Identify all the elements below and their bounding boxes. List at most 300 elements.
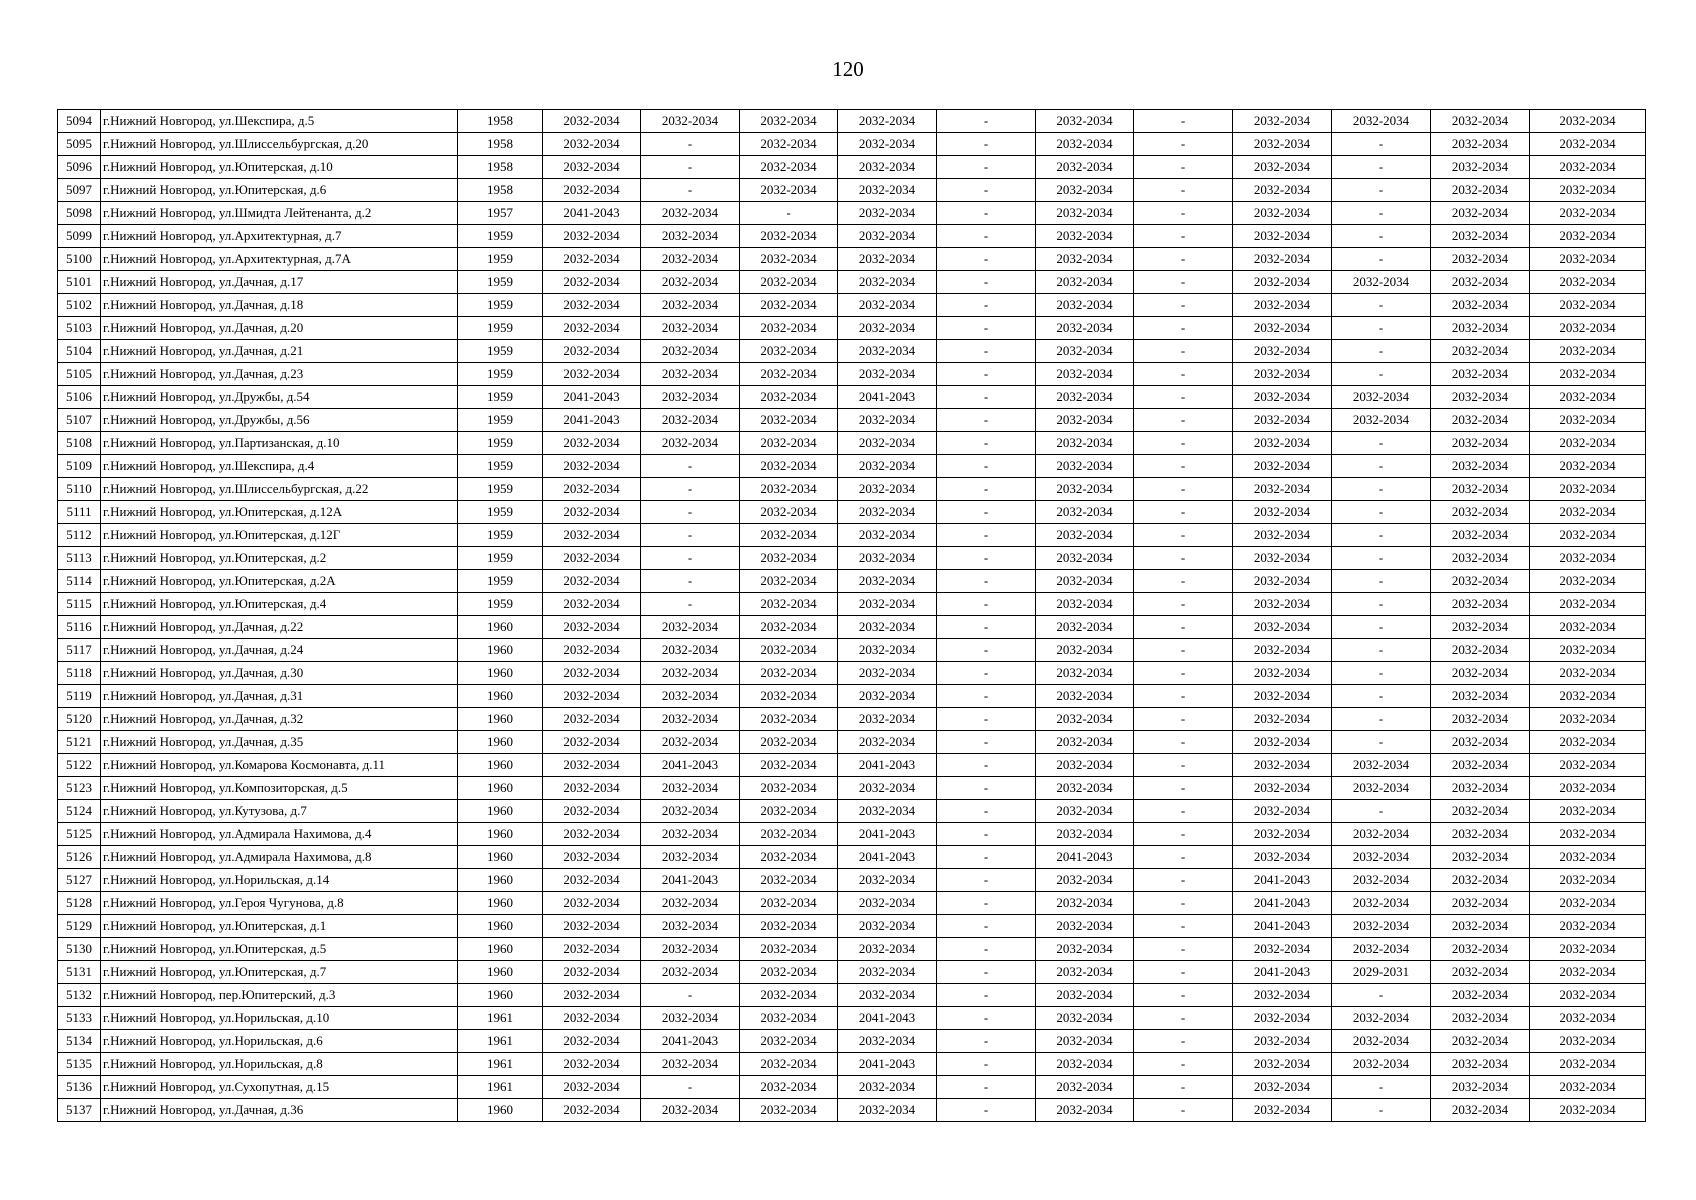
period-cell-11: 2032-2034	[1530, 616, 1646, 639]
period-cell-8: 2032-2034	[1233, 547, 1332, 570]
period-cell-6: 2032-2034	[1036, 547, 1134, 570]
period-cell-7: -	[1134, 800, 1233, 823]
table-row	[58, 777, 1646, 800]
period-cell-11: 2032-2034	[1530, 110, 1646, 133]
period-cell-4: 2032-2034	[838, 708, 937, 731]
period-cell-2: -	[641, 984, 740, 1007]
period-cell-10: 2032-2034	[1431, 455, 1530, 478]
address-cell: г.Нижний Новгород, ул.Дачная, д.23	[101, 363, 458, 386]
period-cell-1: 2032-2034	[543, 1007, 641, 1030]
address-cell: г.Нижний Новгород, ул.Шмидта Лейтенанта, д.2	[101, 202, 458, 225]
period-cell-8: 2032-2034	[1233, 179, 1332, 202]
row-number-cell: 5100	[58, 248, 101, 271]
period-cell-5: -	[937, 156, 1036, 179]
period-cell-4: 2032-2034	[838, 524, 937, 547]
period-cell-5: -	[937, 639, 1036, 662]
period-cell-9: -	[1332, 616, 1431, 639]
period-cell-3: 2032-2034	[740, 800, 838, 823]
year-cell: 1960	[458, 915, 543, 938]
period-cell-9: 2032-2034	[1332, 823, 1431, 846]
period-cell-8: 2032-2034	[1233, 271, 1332, 294]
period-cell-11: 2032-2034	[1530, 800, 1646, 823]
period-cell-5: -	[937, 133, 1036, 156]
period-cell-8: 2041-2043	[1233, 915, 1332, 938]
period-cell-4: 2032-2034	[838, 317, 937, 340]
period-cell-2: -	[641, 179, 740, 202]
period-cell-6: 2032-2034	[1036, 133, 1134, 156]
period-cell-8: 2032-2034	[1233, 938, 1332, 961]
period-cell-6: 2032-2034	[1036, 892, 1134, 915]
period-cell-2: 2032-2034	[641, 846, 740, 869]
year-cell: 1959	[458, 501, 543, 524]
period-cell-10: 2032-2034	[1431, 501, 1530, 524]
period-cell-4: 2032-2034	[838, 616, 937, 639]
period-cell-11: 2032-2034	[1530, 846, 1646, 869]
table-row	[58, 961, 1646, 984]
period-cell-10: 2032-2034	[1431, 110, 1530, 133]
table-row	[58, 800, 1646, 823]
period-cell-4: 2032-2034	[838, 478, 937, 501]
period-cell-2: -	[641, 593, 740, 616]
period-cell-11: 2032-2034	[1530, 984, 1646, 1007]
table-row	[58, 1030, 1646, 1053]
address-cell: г.Нижний Новгород, ул.Норильская, д.10	[101, 1007, 458, 1030]
period-cell-10: 2032-2034	[1431, 800, 1530, 823]
period-cell-3: 2032-2034	[740, 639, 838, 662]
table-row	[58, 294, 1646, 317]
table-row	[58, 1053, 1646, 1076]
period-cell-7: -	[1134, 133, 1233, 156]
period-cell-2: 2032-2034	[641, 202, 740, 225]
period-cell-7: -	[1134, 501, 1233, 524]
year-cell: 1960	[458, 777, 543, 800]
table-row	[58, 271, 1646, 294]
row-number-cell: 5105	[58, 363, 101, 386]
year-cell: 1958	[458, 179, 543, 202]
period-cell-7: -	[1134, 892, 1233, 915]
period-cell-10: 2032-2034	[1431, 225, 1530, 248]
period-cell-3: 2032-2034	[740, 455, 838, 478]
period-cell-2: -	[641, 547, 740, 570]
address-cell: г.Нижний Новгород, ул.Шлиссельбургская, д.22	[101, 478, 458, 501]
year-cell: 1959	[458, 386, 543, 409]
period-cell-6: 2032-2034	[1036, 225, 1134, 248]
period-cell-6: 2041-2043	[1036, 846, 1134, 869]
period-cell-6: 2032-2034	[1036, 1053, 1134, 1076]
period-cell-6: 2032-2034	[1036, 432, 1134, 455]
period-cell-7: -	[1134, 777, 1233, 800]
period-cell-9: 2032-2034	[1332, 754, 1431, 777]
period-cell-11: 2032-2034	[1530, 731, 1646, 754]
row-number-cell: 5132	[58, 984, 101, 1007]
period-cell-4: 2032-2034	[838, 1099, 937, 1122]
period-cell-2: -	[641, 1076, 740, 1099]
period-cell-10: 2032-2034	[1431, 846, 1530, 869]
period-cell-7: -	[1134, 1076, 1233, 1099]
period-cell-8: 2032-2034	[1233, 800, 1332, 823]
table-row	[58, 547, 1646, 570]
period-cell-2: -	[641, 478, 740, 501]
period-cell-10: 2032-2034	[1431, 869, 1530, 892]
period-cell-9: 2032-2034	[1332, 869, 1431, 892]
period-cell-1: 2041-2043	[543, 386, 641, 409]
period-cell-1: 2032-2034	[543, 317, 641, 340]
period-cell-6: 2032-2034	[1036, 202, 1134, 225]
period-cell-11: 2032-2034	[1530, 294, 1646, 317]
table-row	[58, 156, 1646, 179]
address-cell: г.Нижний Новгород, ул.Дачная, д.24	[101, 639, 458, 662]
period-cell-3: 2032-2034	[740, 340, 838, 363]
period-cell-11: 2032-2034	[1530, 777, 1646, 800]
period-cell-1: 2032-2034	[543, 432, 641, 455]
period-cell-1: 2032-2034	[543, 846, 641, 869]
period-cell-7: -	[1134, 708, 1233, 731]
period-cell-2: 2032-2034	[641, 271, 740, 294]
row-number-cell: 5113	[58, 547, 101, 570]
period-cell-11: 2032-2034	[1530, 685, 1646, 708]
period-cell-8: 2032-2034	[1233, 110, 1332, 133]
period-cell-4: 2032-2034	[838, 271, 937, 294]
period-cell-4: 2032-2034	[838, 1030, 937, 1053]
table-row	[58, 892, 1646, 915]
period-cell-10: 2032-2034	[1431, 547, 1530, 570]
row-number-cell: 5112	[58, 524, 101, 547]
period-cell-1: 2032-2034	[543, 869, 641, 892]
period-cell-4: 2032-2034	[838, 639, 937, 662]
period-cell-11: 2032-2034	[1530, 271, 1646, 294]
period-cell-10: 2032-2034	[1431, 754, 1530, 777]
period-cell-1: 2032-2034	[543, 133, 641, 156]
period-cell-4: 2032-2034	[838, 869, 937, 892]
period-cell-11: 2032-2034	[1530, 432, 1646, 455]
period-cell-7: -	[1134, 915, 1233, 938]
address-cell: г.Нижний Новгород, ул.Дружбы, д.54	[101, 386, 458, 409]
period-cell-8: 2032-2034	[1233, 225, 1332, 248]
period-cell-7: -	[1134, 386, 1233, 409]
period-cell-9: -	[1332, 570, 1431, 593]
period-cell-6: 2032-2034	[1036, 662, 1134, 685]
period-cell-9: -	[1332, 731, 1431, 754]
period-cell-5: -	[937, 271, 1036, 294]
row-number-cell: 5137	[58, 1099, 101, 1122]
period-cell-1: 2032-2034	[543, 616, 641, 639]
period-cell-6: 2032-2034	[1036, 294, 1134, 317]
period-cell-5: -	[937, 432, 1036, 455]
period-cell-9: -	[1332, 685, 1431, 708]
year-cell: 1959	[458, 524, 543, 547]
period-cell-3: 2032-2034	[740, 248, 838, 271]
period-cell-4: 2032-2034	[838, 432, 937, 455]
row-number-cell: 5114	[58, 570, 101, 593]
period-cell-8: 2032-2034	[1233, 156, 1332, 179]
period-cell-1: 2032-2034	[543, 524, 641, 547]
period-cell-2: -	[641, 501, 740, 524]
table-row	[58, 478, 1646, 501]
table-row	[58, 731, 1646, 754]
period-cell-4: 2032-2034	[838, 547, 937, 570]
period-cell-3: 2032-2034	[740, 685, 838, 708]
period-cell-6: 2032-2034	[1036, 915, 1134, 938]
period-cell-7: -	[1134, 685, 1233, 708]
period-cell-6: 2032-2034	[1036, 110, 1134, 133]
table-row	[58, 915, 1646, 938]
period-cell-1: 2032-2034	[543, 248, 641, 271]
period-cell-1: 2032-2034	[543, 823, 641, 846]
period-cell-5: -	[937, 202, 1036, 225]
period-cell-3: 2032-2034	[740, 984, 838, 1007]
row-number-cell: 5108	[58, 432, 101, 455]
period-cell-1: 2032-2034	[543, 1099, 641, 1122]
period-cell-10: 2032-2034	[1431, 248, 1530, 271]
address-cell: г.Нижний Новгород, ул.Дачная, д.31	[101, 685, 458, 708]
period-cell-11: 2032-2034	[1530, 892, 1646, 915]
period-cell-1: 2041-2043	[543, 409, 641, 432]
period-cell-4: 2032-2034	[838, 248, 937, 271]
row-number-cell: 5129	[58, 915, 101, 938]
period-cell-6: 2032-2034	[1036, 708, 1134, 731]
period-cell-6: 2032-2034	[1036, 777, 1134, 800]
period-cell-9: 2032-2034	[1332, 1053, 1431, 1076]
period-cell-3: 2032-2034	[740, 432, 838, 455]
period-cell-1: 2032-2034	[543, 478, 641, 501]
period-cell-7: -	[1134, 1030, 1233, 1053]
period-cell-10: 2032-2034	[1431, 984, 1530, 1007]
period-cell-4: 2032-2034	[838, 662, 937, 685]
row-number-cell: 5103	[58, 317, 101, 340]
period-cell-2: 2032-2034	[641, 800, 740, 823]
period-cell-8: 2032-2034	[1233, 1053, 1332, 1076]
period-cell-8: 2032-2034	[1233, 823, 1332, 846]
period-cell-3: 2032-2034	[740, 547, 838, 570]
period-cell-9: -	[1332, 1076, 1431, 1099]
table-row	[58, 524, 1646, 547]
year-cell: 1958	[458, 110, 543, 133]
row-number-cell: 5109	[58, 455, 101, 478]
address-cell: г.Нижний Новгород, ул.Партизанская, д.10	[101, 432, 458, 455]
row-number-cell: 5116	[58, 616, 101, 639]
period-cell-2: 2032-2034	[641, 317, 740, 340]
period-cell-8: 2032-2034	[1233, 1007, 1332, 1030]
period-cell-8: 2032-2034	[1233, 248, 1332, 271]
period-cell-7: -	[1134, 961, 1233, 984]
period-cell-7: -	[1134, 662, 1233, 685]
period-cell-10: 2032-2034	[1431, 432, 1530, 455]
period-cell-6: 2032-2034	[1036, 524, 1134, 547]
period-cell-1: 2032-2034	[543, 455, 641, 478]
period-cell-7: -	[1134, 823, 1233, 846]
period-cell-6: 2032-2034	[1036, 731, 1134, 754]
period-cell-10: 2032-2034	[1431, 294, 1530, 317]
period-cell-7: -	[1134, 294, 1233, 317]
table-row	[58, 409, 1646, 432]
period-cell-3: 2032-2034	[740, 1007, 838, 1030]
period-cell-3: 2032-2034	[740, 777, 838, 800]
period-cell-3: 2032-2034	[740, 708, 838, 731]
period-cell-6: 2032-2034	[1036, 639, 1134, 662]
period-cell-2: 2032-2034	[641, 409, 740, 432]
period-cell-2: 2041-2043	[641, 1030, 740, 1053]
year-cell: 1960	[458, 708, 543, 731]
period-cell-11: 2032-2034	[1530, 478, 1646, 501]
address-cell: г.Нижний Новгород, ул.Кутузова, д.7	[101, 800, 458, 823]
period-cell-10: 2032-2034	[1431, 179, 1530, 202]
period-cell-3: 2032-2034	[740, 156, 838, 179]
period-cell-6: 2032-2034	[1036, 271, 1134, 294]
table-row	[58, 317, 1646, 340]
row-number-cell: 5097	[58, 179, 101, 202]
period-cell-9: 2032-2034	[1332, 110, 1431, 133]
period-cell-6: 2032-2034	[1036, 340, 1134, 363]
period-cell-8: 2041-2043	[1233, 961, 1332, 984]
row-number-cell: 5099	[58, 225, 101, 248]
table-row	[58, 616, 1646, 639]
period-cell-11: 2032-2034	[1530, 547, 1646, 570]
period-cell-8: 2041-2043	[1233, 869, 1332, 892]
address-cell: г.Нижний Новгород, ул.Юпитерская, д.2А	[101, 570, 458, 593]
period-cell-4: 2032-2034	[838, 179, 937, 202]
period-cell-4: 2032-2034	[838, 892, 937, 915]
period-cell-2: 2032-2034	[641, 708, 740, 731]
period-cell-10: 2032-2034	[1431, 938, 1530, 961]
period-cell-3: 2032-2034	[740, 616, 838, 639]
period-cell-8: 2032-2034	[1233, 202, 1332, 225]
period-cell-5: -	[937, 363, 1036, 386]
period-cell-8: 2032-2034	[1233, 731, 1332, 754]
row-number-cell: 5096	[58, 156, 101, 179]
table-row	[58, 754, 1646, 777]
period-cell-1: 2032-2034	[543, 938, 641, 961]
period-cell-8: 2032-2034	[1233, 432, 1332, 455]
row-number-cell: 5118	[58, 662, 101, 685]
period-cell-3: 2032-2034	[740, 846, 838, 869]
year-cell: 1960	[458, 1099, 543, 1122]
address-cell: г.Нижний Новгород, ул.Героя Чугунова, д.8	[101, 892, 458, 915]
address-cell: г.Нижний Новгород, ул.Шлиссельбургская, д.20	[101, 133, 458, 156]
period-cell-9: -	[1332, 363, 1431, 386]
table-row	[58, 386, 1646, 409]
period-cell-1: 2032-2034	[543, 708, 641, 731]
address-cell: г.Нижний Новгород, ул.Дачная, д.18	[101, 294, 458, 317]
period-cell-10: 2032-2034	[1431, 478, 1530, 501]
period-cell-2: -	[641, 156, 740, 179]
period-cell-11: 2032-2034	[1530, 938, 1646, 961]
period-cell-2: 2041-2043	[641, 754, 740, 777]
period-cell-10: 2032-2034	[1431, 823, 1530, 846]
period-cell-10: 2032-2034	[1431, 202, 1530, 225]
row-number-cell: 5128	[58, 892, 101, 915]
period-cell-9: 2032-2034	[1332, 915, 1431, 938]
address-cell: г.Нижний Новгород, ул.Юпитерская, д.5	[101, 938, 458, 961]
period-cell-8: 2032-2034	[1233, 409, 1332, 432]
period-cell-4: 2032-2034	[838, 777, 937, 800]
period-cell-2: -	[641, 133, 740, 156]
address-cell: г.Нижний Новгород, ул.Дачная, д.32	[101, 708, 458, 731]
period-cell-1: 2032-2034	[543, 225, 641, 248]
period-cell-7: -	[1134, 478, 1233, 501]
period-cell-3: 2032-2034	[740, 363, 838, 386]
address-cell: г.Нижний Новгород, ул.Комарова Космонавта, д.11	[101, 754, 458, 777]
period-cell-5: -	[937, 179, 1036, 202]
year-cell: 1960	[458, 731, 543, 754]
period-cell-7: -	[1134, 317, 1233, 340]
period-cell-6: 2032-2034	[1036, 685, 1134, 708]
period-cell-11: 2032-2034	[1530, 1053, 1646, 1076]
period-cell-1: 2032-2034	[543, 662, 641, 685]
period-cell-6: 2032-2034	[1036, 248, 1134, 271]
period-cell-5: -	[937, 938, 1036, 961]
period-cell-7: -	[1134, 363, 1233, 386]
period-cell-1: 2032-2034	[543, 110, 641, 133]
period-cell-1: 2032-2034	[543, 731, 641, 754]
period-cell-8: 2032-2034	[1233, 754, 1332, 777]
row-number-cell: 5117	[58, 639, 101, 662]
period-cell-11: 2032-2034	[1530, 1007, 1646, 1030]
period-cell-7: -	[1134, 1007, 1233, 1030]
year-cell: 1960	[458, 846, 543, 869]
year-cell: 1959	[458, 455, 543, 478]
period-cell-1: 2032-2034	[543, 179, 641, 202]
period-cell-9: -	[1332, 708, 1431, 731]
period-cell-8: 2032-2034	[1233, 593, 1332, 616]
period-cell-2: 2032-2034	[641, 731, 740, 754]
period-cell-3: 2032-2034	[740, 501, 838, 524]
period-cell-4: 2032-2034	[838, 570, 937, 593]
address-cell: г.Нижний Новгород, пер.Юпитерский, д.3	[101, 984, 458, 1007]
period-cell-9: -	[1332, 800, 1431, 823]
row-number-cell: 5094	[58, 110, 101, 133]
table-row	[58, 455, 1646, 478]
period-cell-7: -	[1134, 455, 1233, 478]
period-cell-5: -	[937, 248, 1036, 271]
period-cell-2: 2032-2034	[641, 961, 740, 984]
period-cell-5: -	[937, 593, 1036, 616]
period-cell-9: -	[1332, 639, 1431, 662]
address-cell: г.Нижний Новгород, ул.Дружбы, д.56	[101, 409, 458, 432]
period-cell-6: 2032-2034	[1036, 363, 1134, 386]
period-cell-9: -	[1332, 478, 1431, 501]
period-cell-8: 2032-2034	[1233, 501, 1332, 524]
period-cell-4: 2032-2034	[838, 961, 937, 984]
period-cell-2: 2032-2034	[641, 386, 740, 409]
table-row	[58, 593, 1646, 616]
period-cell-4: 2032-2034	[838, 294, 937, 317]
period-cell-1: 2032-2034	[543, 1030, 641, 1053]
period-cell-3: 2032-2034	[740, 225, 838, 248]
period-cell-11: 2032-2034	[1530, 179, 1646, 202]
period-cell-5: -	[937, 961, 1036, 984]
year-cell: 1959	[458, 409, 543, 432]
period-cell-11: 2032-2034	[1530, 1099, 1646, 1122]
year-cell: 1960	[458, 800, 543, 823]
period-cell-8: 2032-2034	[1233, 639, 1332, 662]
table-row	[58, 225, 1646, 248]
period-cell-7: -	[1134, 271, 1233, 294]
year-cell: 1958	[458, 133, 543, 156]
period-cell-5: -	[937, 1030, 1036, 1053]
address-cell: г.Нижний Новгород, ул.Дачная, д.22	[101, 616, 458, 639]
period-cell-3: 2032-2034	[740, 271, 838, 294]
year-cell: 1959	[458, 363, 543, 386]
address-cell: г.Нижний Новгород, ул.Шекспира, д.4	[101, 455, 458, 478]
period-cell-2: 2032-2034	[641, 1053, 740, 1076]
period-cell-6: 2032-2034	[1036, 593, 1134, 616]
period-cell-9: -	[1332, 156, 1431, 179]
year-cell: 1957	[458, 202, 543, 225]
row-number-cell: 5130	[58, 938, 101, 961]
period-cell-1: 2032-2034	[543, 547, 641, 570]
period-cell-8: 2032-2034	[1233, 455, 1332, 478]
period-cell-6: 2032-2034	[1036, 317, 1134, 340]
